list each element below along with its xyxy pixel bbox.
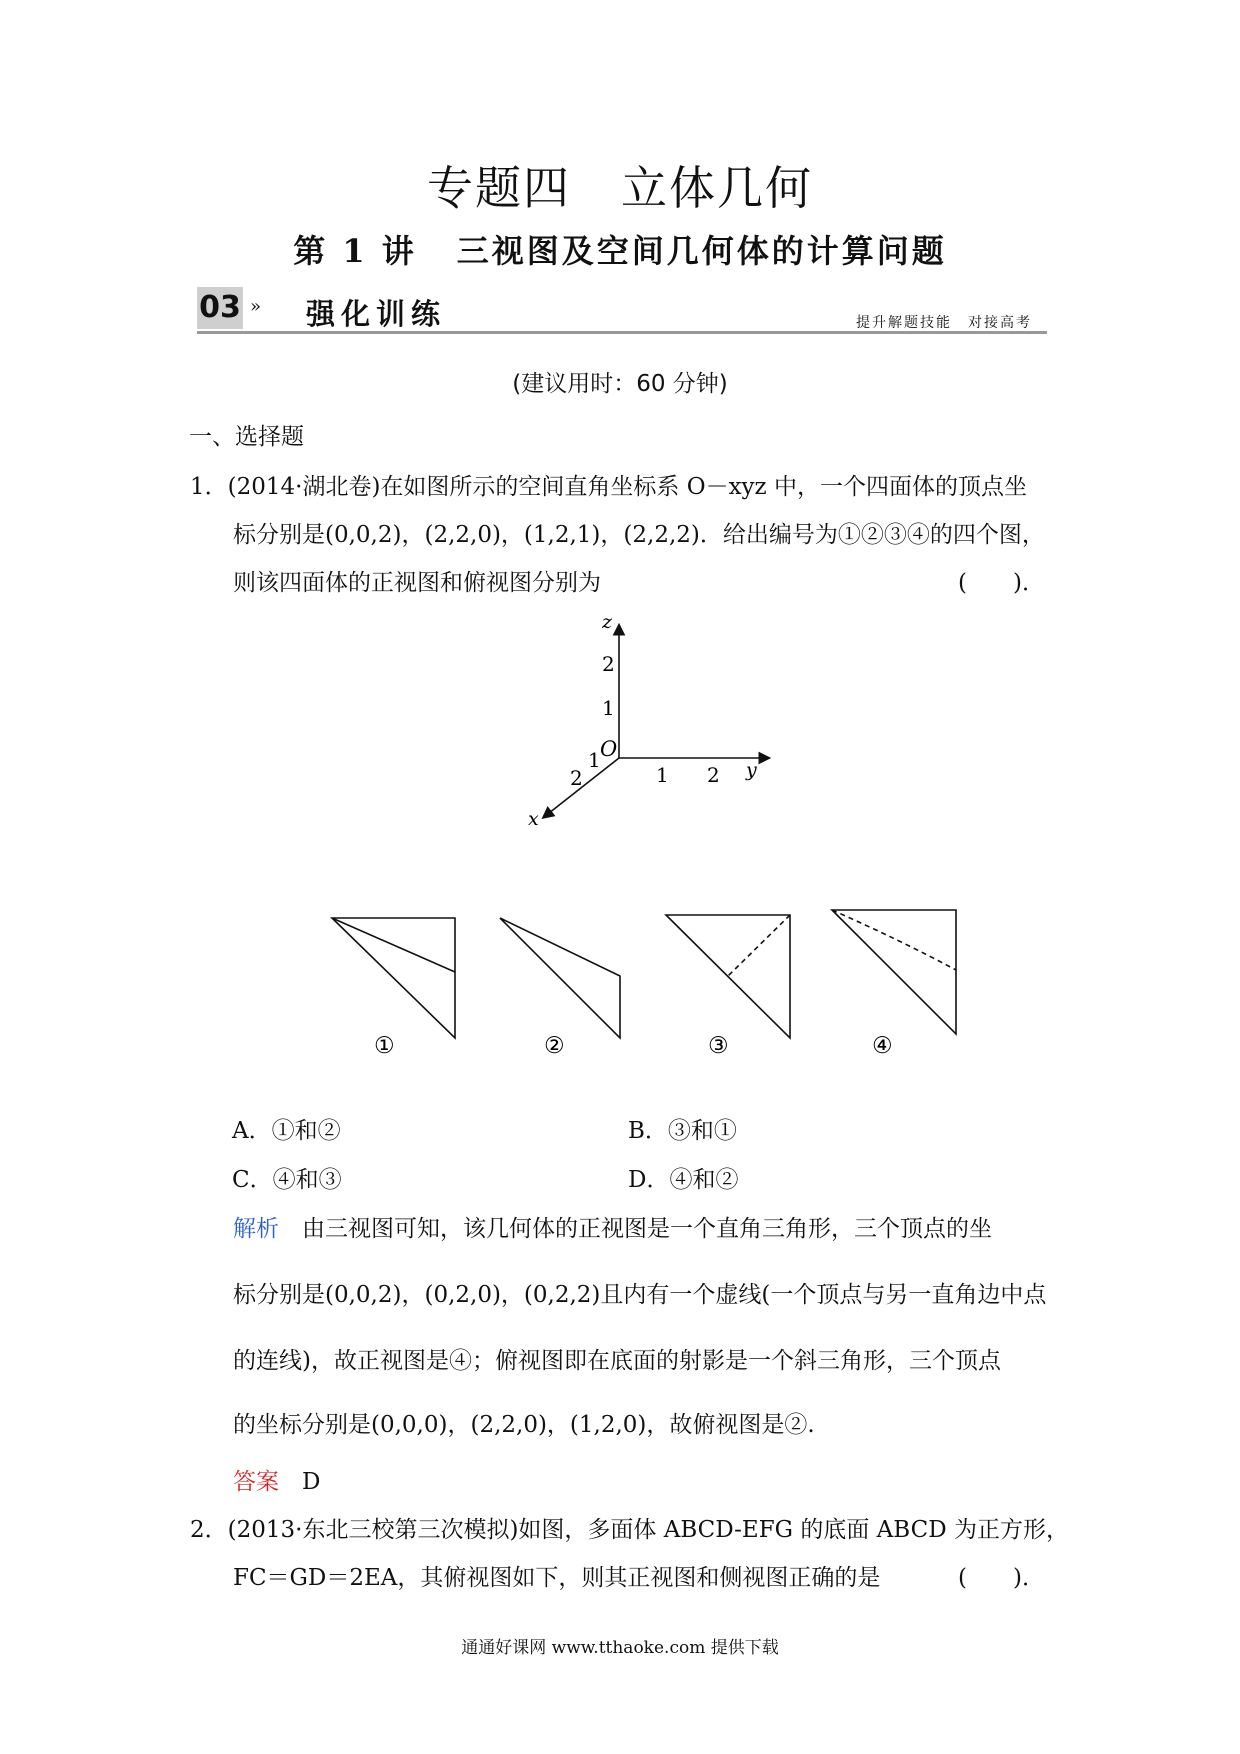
analysis-label: 解析 — [233, 1216, 279, 1242]
q1-answer-blank: ( )． — [958, 570, 1045, 596]
q2-line-1: 2．(2013·东北三校第三次模拟)如图，多面体 ABCD-EFG 的底面 ABCD 为正方形， — [190, 1517, 1069, 1543]
q2-line-2: FC＝GD＝2EA，其俯视图如下，则其正视图和侧视图正确的是 — [233, 1565, 881, 1591]
view-1-label: ① — [374, 1033, 395, 1059]
lecture-subtitle — [0, 226, 1240, 272]
x-tick-label: 1 — [588, 748, 601, 772]
q1-line-3: 则该四面体的正视图和俯视图分别为 — [233, 570, 601, 596]
analysis-line-1 — [233, 1196, 1053, 1262]
view-1-diagram — [332, 918, 455, 1038]
origin-label: O — [600, 737, 618, 761]
banner-divider — [197, 331, 1047, 334]
coordinate-axes-figure — [520, 610, 780, 840]
analysis-line-3: 的连线)，故正视图是④；俯视图即在底面的射影是一个斜三角形，三个顶点 — [233, 1348, 1001, 1374]
title-left: 专题四 — [427, 161, 571, 215]
candidate-views-figure — [320, 900, 980, 1060]
section-badge: 03 — [197, 287, 243, 329]
option-b: B．③和① — [628, 1118, 737, 1144]
subtitle-right: 三视图及空间几何体的计算问题 — [456, 232, 947, 270]
page-title — [0, 152, 1240, 218]
z-axis-label: z — [602, 611, 613, 633]
view-3-label: ③ — [708, 1033, 729, 1059]
z-tick-label: 2 — [602, 652, 615, 676]
banner-tagline: 提升解题技能 对接高考 — [856, 315, 1032, 331]
x-axis-label: x — [528, 808, 539, 830]
answer-label: 答案 — [233, 1469, 279, 1495]
q1-line-2: 标分别是(0,0,2)，(2,2,0)，(1,2,1)，(2,2,2)．给出编号为①②③④的四个图， — [233, 522, 1045, 548]
view-2-diagram — [500, 918, 620, 1038]
answer-line — [233, 1458, 320, 1506]
analysis-line-2: 标分别是(0,0,2)，(0,2,0)，(0,2,2)且内有一个虚线(一个顶点与另一直角边中点 — [233, 1282, 1047, 1308]
analysis-line-4: 的坐标分别是(0,0,0)，(2,2,0)，(1,2,0)，故俯视图是②. — [233, 1412, 815, 1438]
option-a: A．①和② — [232, 1118, 341, 1144]
option-d: D．④和② — [628, 1167, 739, 1193]
y-axis-label: y — [746, 759, 757, 781]
view-4-label: ④ — [872, 1033, 893, 1059]
view-3-diagram — [666, 915, 790, 1038]
view-2-label: ② — [544, 1033, 565, 1059]
z-tick-label: 1 — [602, 696, 615, 720]
subtitle-left: 第 1 讲 — [293, 232, 417, 270]
option-c: C．④和③ — [232, 1167, 342, 1193]
x-tick-label: 2 — [570, 766, 583, 790]
y-tick-label: 1 — [656, 763, 669, 787]
title-right: 立体几何 — [621, 161, 813, 215]
time-hint: (建议用时：60 分钟) — [512, 371, 728, 397]
view-4-diagram — [832, 910, 956, 1034]
y-tick-label: 2 — [707, 763, 720, 787]
chevron-icon: » — [250, 296, 262, 317]
section-heading: 一、选择题 — [189, 424, 304, 450]
analysis-text: 由三视图可知，该几何体的正视图是一个直角三角形，三个顶点的坐 — [302, 1216, 992, 1242]
answer-value: D — [302, 1469, 321, 1495]
q2-answer-blank: ( )． — [958, 1565, 1045, 1591]
section-name: 强化训练 — [306, 297, 447, 331]
page-footer: 通通好课网 www.tthaoke.com 提供下载 — [461, 1638, 779, 1658]
q1-line-1: 1．(2014·湖北卷)在如图所示的空间直角坐标系 O－xyz 中，一个四面体的顶点坐 — [190, 474, 1027, 500]
